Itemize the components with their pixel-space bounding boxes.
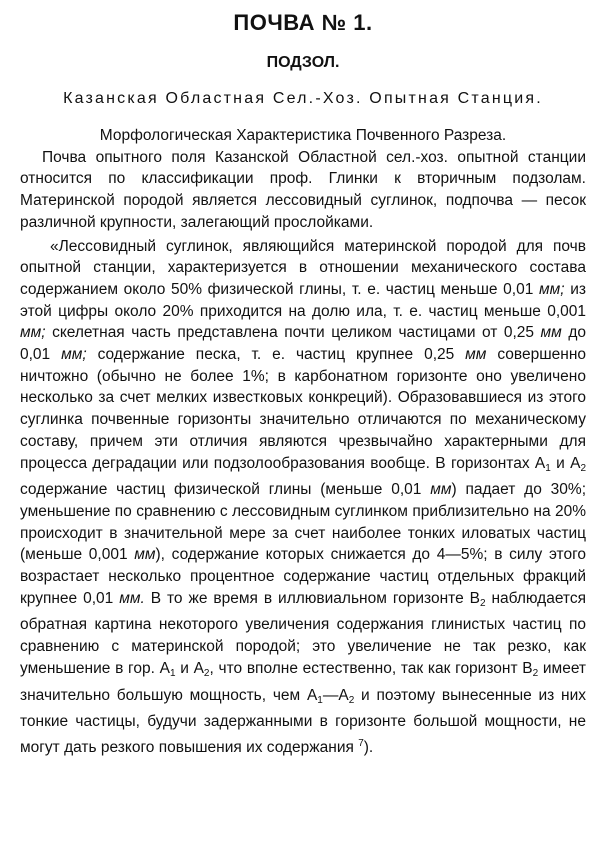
soil-type-subtitle: ПОДЗОЛ.: [266, 54, 340, 71]
paragraph-intro: Почва опытного поля Казанской Областной сел.-хоз. опытной станции относится по классификации проф. Глинки к вторичным подзолам. Материнской породой является лессовидный суглинок, подпочва — песок различной крупности, залегающий прослойками.: [20, 148, 586, 231]
page-title: ПОЧВА № 1.: [233, 10, 373, 35]
paragraph-quote: «Лессовидный суглинок, являющийся материнской породой для почв опытной станции, характеризуется в отношении механического состава содержанием около 50% физической глины, т. е. частиц меньше 0,01 мм; из этой цифры около 20% приходится на долю ила, т. е. частиц меньше 0,001 мм; скелетная часть представлена почти целиком частицами от 0,25 мм до 0,01 мм; содержание песка, т. е. частиц крупнее 0,25 мм совершенно ничтожно (обычно не более 1%; в карбонатном горизонте оно увеличено несколько за счет мелких известковых конкреций). Образовавшиеся из этого суглинка почвенные горизонты значительно отличаются по механическому составу, причем эти отличия являются чрезвычайно характерными для процесса деградации или подзолообразования вообще. В горизонтах $А_1$ и $А_2$ содержание частиц физической глины (меньше 0,01 мм) падает до 30%; уменьшение по сравнению с лессовидным суглинком приблизительно на 20% происходит в значительной мере за счет наиболее тонких иловатых частиц (меньше 0,001 мм), содержание которых снижается до 4—5%; в силу этого возрастает несколько процентное содержание частиц отдельных фракций крупнее 0,01 мм. В то же время в иллювиальном горизонте $В_2$ наблюдается обратная картина некоторого увеличения содержания глинистых частиц по сравнению с материнской породой; это увеличение не так резко, как уменьшение в гор. $А_1$ и $А_2$, что вполне естественно, так как горизонт $В_2$ имеет значительно большую мощность, чем $А_1—А_2$ и поэтому вынесенные из них тонкие частицы, будучи задержанными в горизонте большой мощности, не могут дать резкого повышения их содержания $^7$).: [20, 237, 587, 756]
station-name: Казанская Областная Сел.-Хоз. Опытная Станция.: [63, 90, 543, 107]
section-title: Морфологическая Характеристика Почвенного Разреза.: [99, 127, 507, 144]
footnote-marker[interactable]: 7: [358, 737, 364, 749]
